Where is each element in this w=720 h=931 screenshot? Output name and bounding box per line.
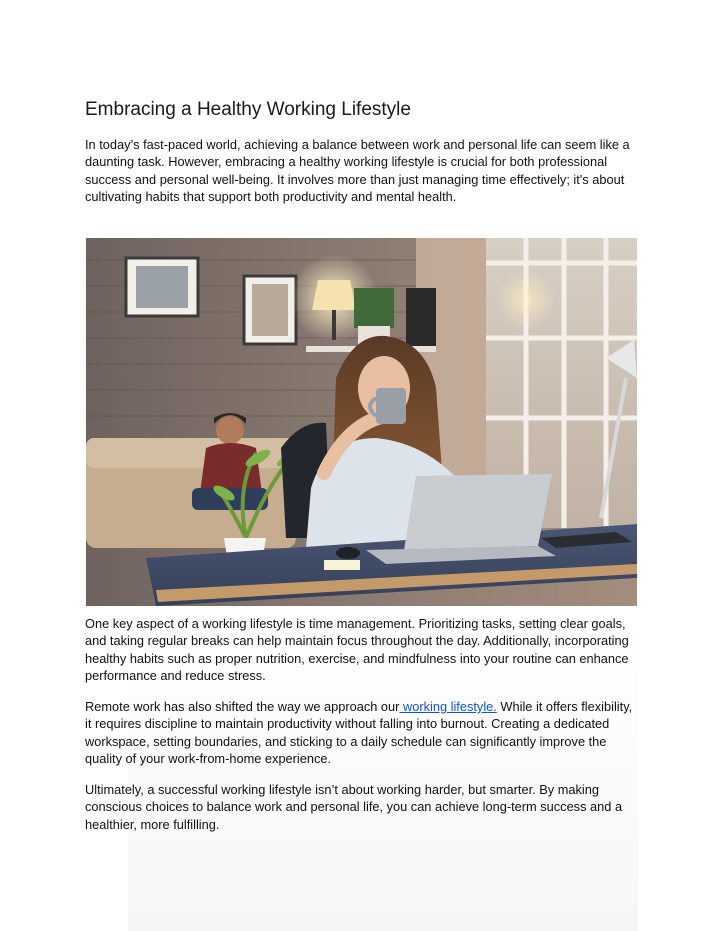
laptop-screen [404,474,552,550]
paragraph-remote-work-start: Remote work has also shifted the way we approach our [85,699,400,714]
picture-center-art [252,284,288,336]
sticky-notes [324,560,360,570]
paragraph-time-management: One key aspect of a working lifestyle is time management. Prioritizing tasks, setting clear goals, and taking regular breaks can help maintain focus throughout the day. Additionally, incorporating healthy habits such as proper nutrition, exercise, and mindfulness into your routine can enhance performance and reduce stress. [85,616,629,684]
lamp-stand [332,310,336,340]
working-lifestyle-link[interactable]: working lifestyle. [399,699,497,714]
computer-mouse [336,547,360,559]
coffee-mug [376,388,406,424]
shelf-plant [354,288,394,328]
article-photo [86,238,637,606]
paragraph-remote-work-end: While it offers flexibility, it requires discipline to maintain productivity without falling into burnout. Creating a dedicated workspace, setting boundaries, and sticking to a daily schedule can significantly improve the quality of your work-from-home experience. [85,699,633,767]
paragraph-intro: In today’s fast-paced world, achieving a balance between work and personal life can seem like a daunting task. However, embracing a healthy working lifestyle is crucial for both professional success and personal well-being. It involves more than just managing time effectively; it's about cultivating habits that support both productivity and mental health. [85,137,630,205]
picture-frame-dark [406,288,436,348]
page-title: Embracing a Healthy Working Lifestyle [85,99,411,120]
man-head [216,416,244,444]
window-glow [496,270,556,330]
paragraph-conclusion: Ultimately, a successful working lifestyle isn’t about working harder, but smarter. By making conscious choices to balance work and personal life, you can achieve long-term success and a healthier, more fulfilling. [85,782,623,832]
picture-left-art [136,266,188,308]
paragraph-remote-work [85,698,641,768]
lamp-shade [312,280,356,310]
